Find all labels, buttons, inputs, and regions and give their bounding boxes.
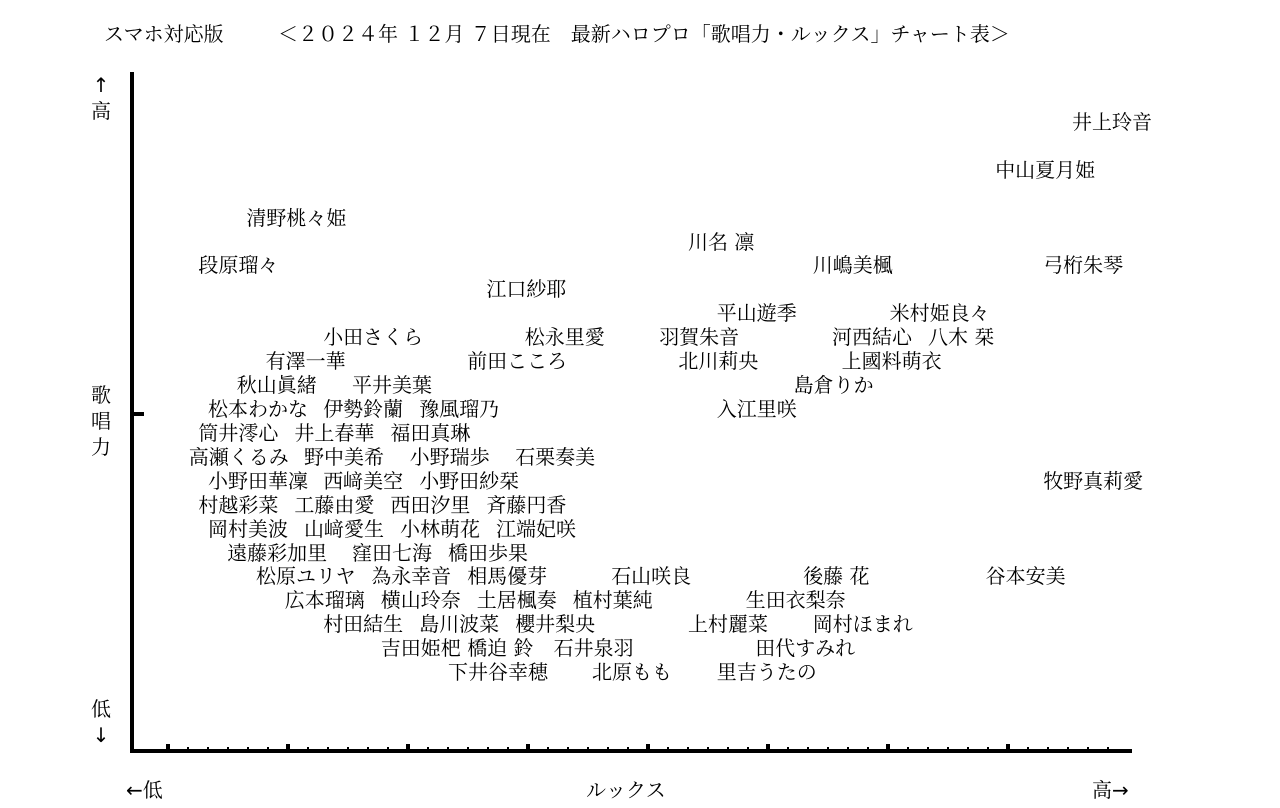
scatter-point-label: 石山咲良 [611,564,692,589]
scatter-point-label: 西田汐里 [390,492,471,517]
x-axis-low-label: ←低 [126,778,163,802]
scatter-point-label: 豫風瑠乃 [419,397,500,421]
y-axis-low-label: 低 ↓ [91,697,111,747]
scatter-point-label: 八木 栞 [928,325,995,350]
scatter-point-label: 広本瑠璃 [284,588,365,613]
scatter-point-label: 山﨑愛生 [304,516,384,541]
scatter-point-label: 野中美希 [304,444,384,469]
scatter-point-label: 清野桃々姫 [246,205,347,230]
scatter-point-label: 平山遊季 [716,301,797,326]
scatter-point-label: 牧野真莉愛 [1043,468,1144,493]
scatter-point-label: 後藤 花 [803,564,870,589]
scatter-point-label: 松永里愛 [524,325,605,350]
scatter-point-label: 島川波菜 [419,612,500,637]
scatter-point-label: 江口紗耶 [486,277,567,302]
scatter-point-label: 為永幸音 [371,564,452,589]
scatter-point-label: 秋山眞緒 [236,373,317,398]
scatter-point-label: 窪田七海 [352,540,432,565]
scatter-point-label: 伊勢鈴蘭 [323,397,404,421]
scatter-point-label: 遠藤彩加里 [227,540,328,565]
x-axis-label: ルックス [586,778,666,802]
scatter-point-label: 小野田華凜 [208,468,308,493]
scatter-point-label: 北原もも [592,660,672,685]
scatter-point-label: 江端妃咲 [496,516,576,541]
scatter-point-label: 生田衣梨奈 [745,588,846,613]
scatter-point-label: 土居楓奏 [476,588,557,613]
scatter-point-label: 櫻井梨央 [515,612,596,637]
scatter-point-label: 河西結心 [832,325,912,350]
scatter-point-label: 小野田紗栞 [419,468,520,493]
scatter-point-label: 高瀬くるみ [188,444,289,469]
scatter-point-label: 斉藤円香 [486,492,567,517]
scatter-point-label: 羽賀朱音 [659,325,740,350]
scatter-point-label: 石井泉羽 [553,636,634,661]
scatter-point-label: 横山玲奈 [380,588,461,613]
chart-title: ＜２０２４年 １２月 ７日現在 最新ハロプロ「歌唱力・ルックス」チャート表＞ [278,22,1010,46]
scatter-point-label: 松本わかな [208,397,308,421]
y-axis-label: 歌 唱 力 [91,383,111,459]
scatter-point-label: 井上春華 [294,420,375,445]
scatter-point-label: 岡村美波 [208,516,288,541]
scatter-point-label: 工藤由愛 [294,492,375,517]
scatter-point-label: 米村姫良々 [889,301,990,326]
scatter-point-label: 相馬優芽 [467,564,548,589]
scatter-point-label: 石栗奏美 [515,444,596,469]
scatter-point-label: 福田真琳 [390,420,471,445]
scatter-point-label: 平井美葉 [352,373,432,398]
scatter-point-label: 中山夏月姫 [995,157,1096,182]
scatter-point-label: 吉田姫杷 [380,636,461,661]
scatter-point-label: 下井谷幸穂 [448,660,548,685]
scatter-point-label: 小野瑞歩 [409,444,490,469]
y-axis-high-label: ↑ 高 [91,73,111,123]
scatter-point-label: 田代すみれ [755,636,856,661]
x-axis-high-label: 高→ [1092,778,1129,802]
scatter-point-label: 橋田歩果 [448,540,528,565]
scatter-point-label: 上國料萌衣 [841,349,942,374]
scatter-point-label: 前田こころ [467,349,568,374]
scatter-point-label: 岡村ほまれ [812,612,913,637]
scatter-point-label: 村越彩菜 [198,492,279,517]
scatter-point-label: 西﨑美空 [323,468,404,493]
scatter-point-label: 小田さくら [323,325,424,350]
scatter-point-label: 谷本安美 [985,564,1066,589]
scatter-point-label: 段原瑠々 [198,253,279,278]
scatter-point-label: 里吉うたの [716,660,817,685]
scatter-point-label: 筒井澪心 [198,420,279,445]
scatter-point-label: 上村麗菜 [688,612,768,637]
scatter-point-label: 橋迫 鈴 [467,636,534,661]
mobile-version-label: スマホ対応版 [104,22,224,46]
scatter-point-label: 小林萌花 [400,516,480,541]
scatter-point-label: 有澤一華 [265,349,346,374]
scatter-point-label: 植村葉純 [572,588,653,613]
scatter-point-label: 村田結生 [323,612,404,637]
scatter-point-label: 井上玲音 [1072,109,1152,134]
scatter-point-label: 島倉りか [793,373,874,398]
scatter-point-label: 北川莉央 [678,349,759,374]
scatter-point-label: 弓桁朱琴 [1043,253,1124,278]
scatter-point-label: 川嶋美楓 [812,253,893,278]
scatter-point-label: 入江里咲 [716,397,797,421]
scatter-point-label: 松原ユリヤ [256,564,356,589]
scatter-point-label: 川名 凛 [688,229,755,254]
